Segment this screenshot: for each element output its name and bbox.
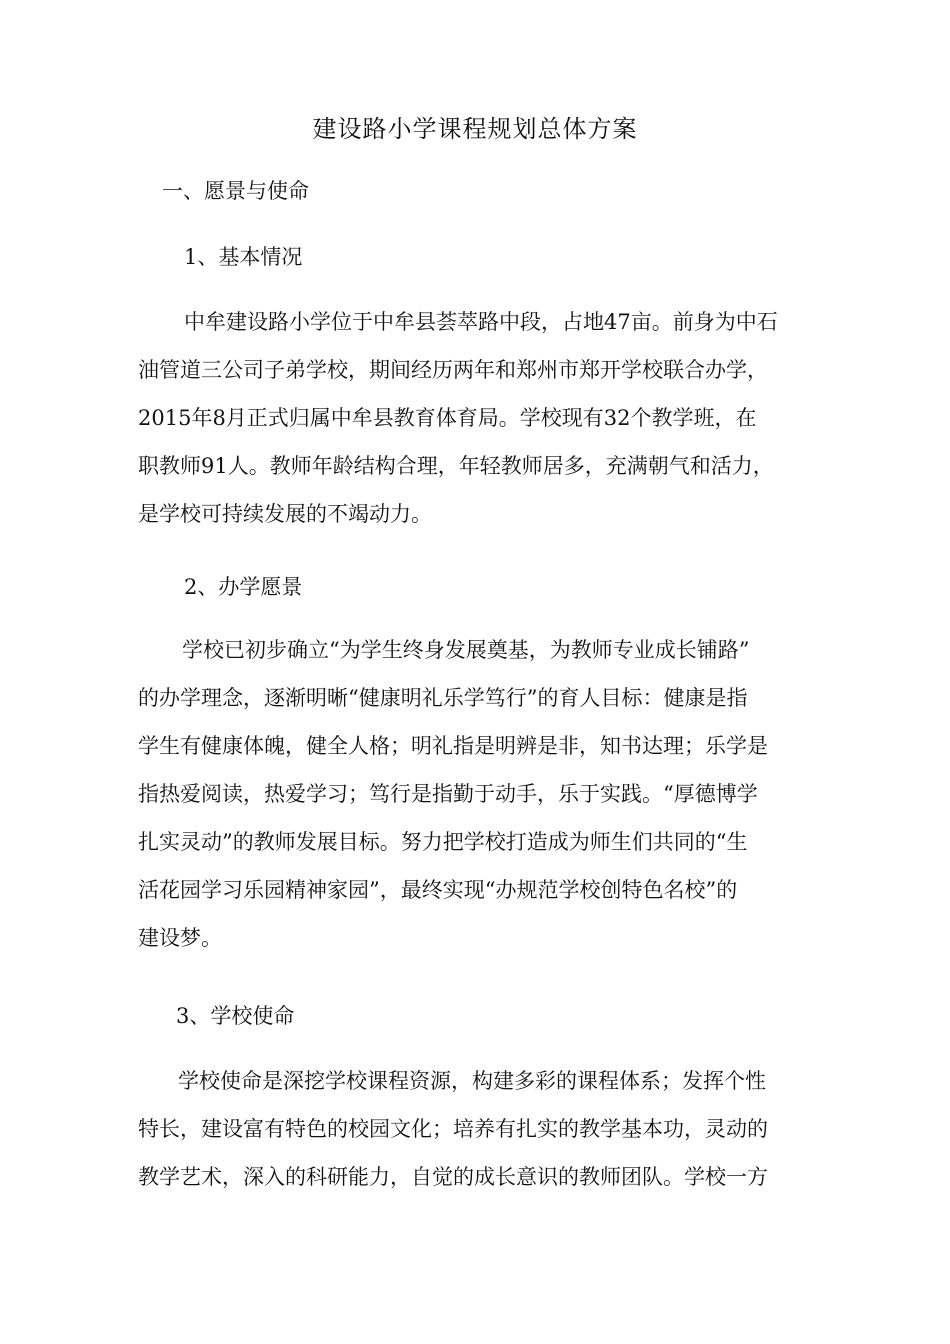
subheading-school-vision: 2、办学愿景 xyxy=(184,575,303,599)
text-line: 学生有健康体魄，健全人格；明礼指是明辨是非，知书达理；乐学是 xyxy=(138,734,768,758)
text-line: 活花园学习乐园精神家园”，最终实现“办规范学校创特色名校”的 xyxy=(138,878,738,902)
text-line: 2015年8月正式归属中牟县教育体育局。学校现有32个教学班，在 xyxy=(138,406,757,430)
text-line: 学校使命是深挖学校课程资源，构建多彩的课程体系；发挥个性 xyxy=(178,1069,766,1093)
subheading-school-mission: 3、学校使命 xyxy=(176,1004,295,1028)
text-line: 扎实灵动”的教师发展目标。努力把学校打造成为师生们共同的“生 xyxy=(138,830,748,854)
text-line: 建设梦。 xyxy=(138,926,222,950)
text-line: 是学校可持续发展的不竭动力。 xyxy=(138,502,432,526)
text-line: 教学艺术，深入的科研能力，自觉的成长意识的教师团队。学校一方 xyxy=(138,1165,768,1189)
document-title: 建设路小学课程规划总体方案 xyxy=(312,115,638,143)
text-line: 中牟建设路小学位于中牟县荟萃路中段，占地47亩。前身为中石 xyxy=(184,310,778,334)
paragraph-school-mission xyxy=(138,1057,828,1201)
subheading-basic-info: 1、基本情况 xyxy=(184,245,303,269)
text-line: 特长，建设富有特色的校园文化；培养有扎实的教学基本功，灵动的 xyxy=(138,1117,768,1141)
text-line: 指热爱阅读，热爱学习；笃行是指勤于动手，乐于实践。“厚德博学 xyxy=(138,782,758,806)
paragraph-basic-info xyxy=(138,298,828,538)
text-line: 职教师91人。教师年龄结构合理，年轻教师居多，充满朝气和活力， xyxy=(138,454,774,478)
text-line: 的办学理念，逐渐明晰“健康明礼乐学笃行”的育人目标：健康是指 xyxy=(138,686,748,710)
paragraph-school-vision xyxy=(138,626,828,962)
text-line: 学校已初步确立“为学生终身发展奠基，为教师专业成长铺路” xyxy=(182,638,750,662)
text-line: 油管道三公司子弟学校，期间经历两年和郑州市郑开学校联合办学， xyxy=(138,358,768,382)
section-heading-vision-mission: 一、愿景与使命 xyxy=(162,179,309,203)
